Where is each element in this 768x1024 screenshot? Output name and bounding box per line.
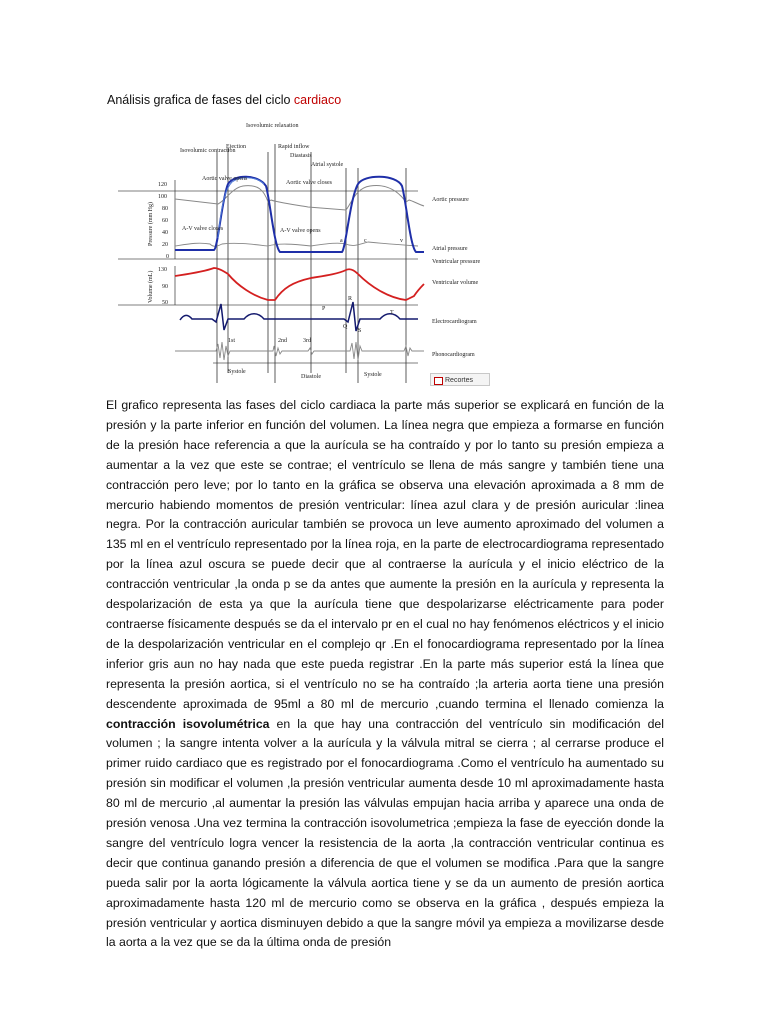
label-diastasis: Diastasis: [290, 153, 312, 159]
wave-r-label: R: [348, 296, 353, 302]
snipping-tool-button[interactable]: [430, 373, 490, 386]
pressure-ticks: [158, 182, 169, 260]
systole-label: Systole: [228, 369, 246, 375]
title-text: Análisis grafica de fases del ciclo: [107, 93, 294, 107]
pressure-tick: 0: [166, 254, 169, 260]
volume-tick: 50: [162, 300, 168, 306]
label-ventricular-pressure: Ventricular pressure: [432, 259, 481, 265]
wave-c-label: c: [364, 238, 367, 244]
page-title: [107, 93, 341, 107]
label-aortic-valve-opens: Aortic valve opens: [202, 176, 248, 182]
sound-2nd-label: 2nd: [278, 338, 287, 344]
ventricular-volume-line: [175, 268, 424, 300]
phonocardiogram-line: [175, 342, 424, 360]
wiggers-diagram: [118, 118, 520, 390]
label-electrocardiogram: Electrocardiogram: [432, 319, 477, 325]
label-aortic-valve-closes: Aortic valve closes: [286, 180, 332, 186]
pressure-axis-label: Pressure (mm Hg): [148, 202, 154, 246]
title-accent: cardiaco: [293, 93, 342, 107]
wave-a-label: a: [340, 238, 343, 244]
label-ventricular-volume: Ventricular volume: [432, 280, 479, 286]
ventricular-pressure-line: [175, 177, 424, 252]
wave-s-label: S: [358, 328, 362, 334]
label-isovolumic-relaxation: Isovolumic relaxation: [246, 123, 299, 129]
label-ejection: Ejection: [226, 144, 246, 150]
sound-1st-label: 1st: [228, 338, 236, 344]
body-text-part1: El grafico representa las fases del ciclo cardiaca la parte más superior se explicará en función de la presión y la parte inferior en función del volumen. La línea negra que empieza a formarse en función de la presión hace referencia a que la aurícula se ha contraído y por lo tanto su presión empieza a aumentar a la vez que este se contrae; el ventrículo se llena de más sangre y también tiene una contracción pero leve; por lo tanto en la gráfica se observa una elevación aproximada a 8 mm de mercurio habiendo momentos de presión ventricular: línea azul clara y de presión auricular :linea negra. Por la contracción auricular también se provoca un leve aumento aproximado del volumen a 135 ml en el ventrículo representado por la línea roja, en la parte de electrocardiograma representado por la línea azul oscura se puede decir que al contraerse la aurícula y el inicio eléctrico de la contracción ventricular ,la onda p se da antes que aumente la presión en la aurícula y representa la despolarización de esta ya que la aurícula tiene que despolarizarse eléctricamente para poder contraerse físicamente después se da el intervalo pr en el cual no hay fenómenos eléctricos y el inicio de la despolarización ventricular en el complejo qr .En el fonocardiograma representado por la línea inferior gris aun no hay nada que este pueda registrar .En la parte más superior está la línea que representa la presión aortica, si el ventrículo no se ha contraído ;la arteria aorta tiene una presión descendente aproximada de 95ml a 80 ml de mercurio ,cuando termina el llenado comienza la: [106, 398, 664, 711]
wave-t-label: T: [390, 310, 394, 316]
body-paragraph: [106, 396, 664, 953]
pressure-tick: 100: [158, 194, 167, 200]
label-isovolumic-contraction: Isovolumic contraction: [180, 148, 236, 154]
body-text-bold: contracción isovolumétrica: [106, 716, 270, 731]
scissors-icon: [434, 377, 443, 385]
diastole-label: Diastole: [301, 374, 321, 380]
volume-ticks: [158, 267, 168, 306]
pressure-tick: 80: [162, 206, 168, 212]
sound-3rd-label: 3rd: [303, 338, 311, 344]
pressure-tick: 20: [162, 242, 168, 248]
snipping-tool-label: Recortes: [445, 377, 474, 384]
volume-tick: 130: [158, 267, 167, 273]
volume-tick: 90: [162, 284, 168, 290]
atrial-pressure-line: [175, 242, 418, 246]
label-phonocardiogram: Phonocardiogram: [432, 352, 475, 358]
systole-label-2: Systole: [364, 372, 382, 378]
wave-v-label: v: [400, 238, 403, 244]
wave-q-label: Q: [343, 324, 348, 330]
volume-axis-label: Volume (mL): [148, 270, 154, 303]
label-atrial-pressure: Atrial pressure: [432, 246, 468, 252]
pressure-tick: 120: [158, 182, 167, 188]
label-av-valve-closes: A-V valve closes: [182, 226, 224, 232]
label-rapid-inflow: Rapid inflow: [278, 144, 310, 150]
label-aortic-pressure: Aortic pressure: [432, 197, 469, 203]
body-text-part2: en la que hay una contracción del ventrículo sin modificación del volumen ; la sangre intenta volver a la aurícula y la válvula mitral se cierra ; al cerrarse produce el primer ruido cardiaco que es registrado por el fonocardiograma .Como el ventrículo ha aumentado su presión sin modificar el volumen ,la presión ventricular aumenta desde 10 ml aproximadamente hasta 80 ml de mercurio ,al aumentar la presión las válvulas empujan hacia arriba y aparece una onda de presión venosa .Una vez termina la contracción isovolumetrica ;empieza la fase de eyección donde la sangre del ventrículo logra vencer la resistencia de la aorta ,la contracción ventricular continua es decir que continua ganando presión a diferencia de que el volumen se modifica .Para que la sangre pueda salir por la aorta lógicamente la válvula aortica tiene y se da un aumento de presión aortica aproximadamente hasta 120 ml de mercurio como se observa en la gráfica , después empieza la presión ventricular y aortica disminuyen debido a que la sangre móvil ya empieza a movilizarse desde la aorta a la vez que se da la última onda de presión: [106, 716, 664, 950]
aortic-pressure-line: [175, 186, 424, 210]
pressure-tick: 40: [162, 230, 168, 236]
label-atrial-systole: Atrial systole: [311, 162, 344, 168]
electrocardiogram-line: [180, 302, 418, 331]
wave-p-label: P: [322, 306, 326, 312]
pressure-tick: 60: [162, 218, 168, 224]
label-av-valve-opens: A-V valve opens: [280, 228, 321, 234]
cardiac-cycle-figure: [118, 118, 520, 390]
